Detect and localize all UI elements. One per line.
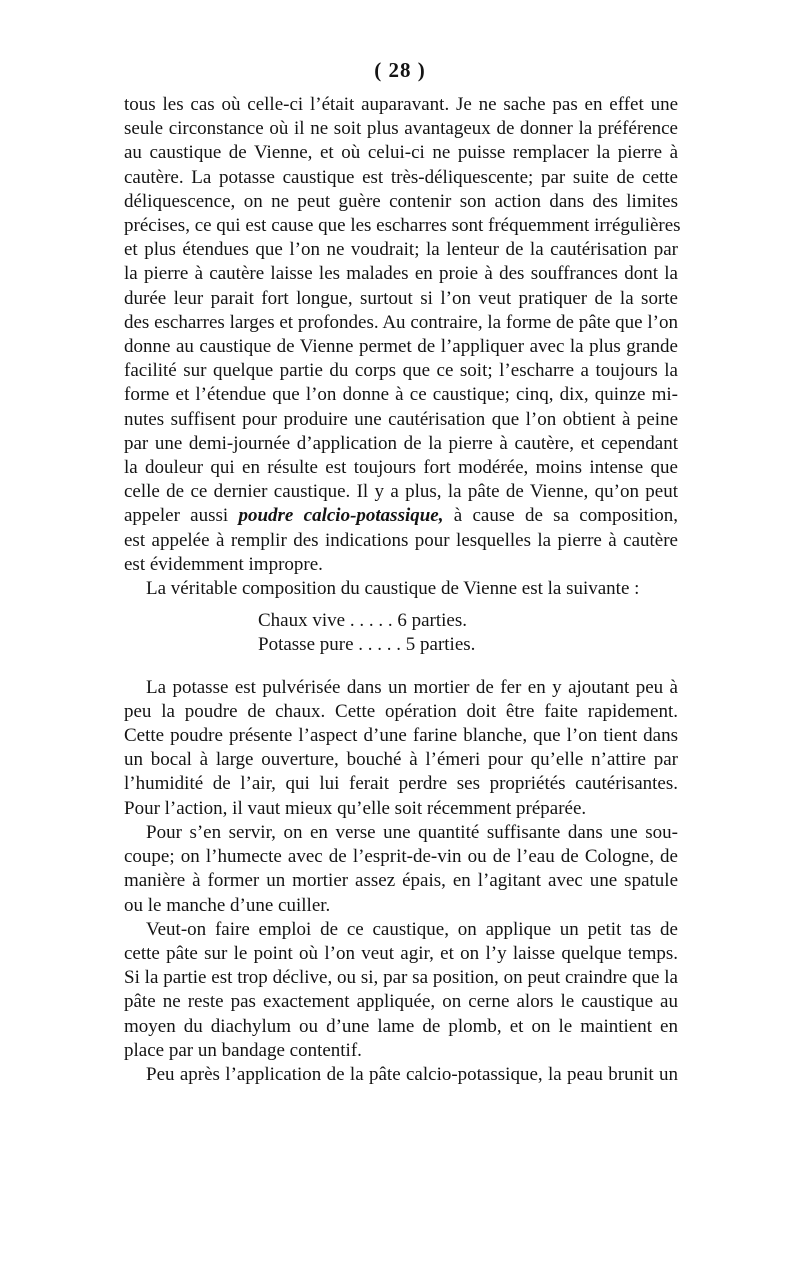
text-line: des escharres larges et profondes. Au contraire, la forme de pâte que l’on bbox=[124, 311, 678, 333]
text-line: un bocal à large ouverture, bouché à l’émeri pour qu’elle n’attire par bbox=[124, 749, 678, 771]
paragraph-end-line: Pour l’action, il vaut mieux qu’elle soit récemment préparée. bbox=[124, 797, 587, 819]
text-line: forme et l’étendue que l’on donne à ce caustique; cinq, dix, quinze mi- bbox=[124, 384, 678, 406]
text-line: seule circonstance où il ne soit plus avantageux de donner la préférence bbox=[124, 118, 678, 140]
ingredient-amount: 6 parties. bbox=[397, 610, 467, 632]
text-line: nutes suffisent pour produire une cautérisation que l’on obtient à peine bbox=[124, 408, 678, 430]
text-line: et plus étendues que l’on ne voudrait; la lenteur de la cautérisation par bbox=[124, 239, 678, 261]
text-line: Si la partie est trop déclive, ou si, par sa position, on peut craindre que la bbox=[124, 967, 678, 989]
text-line-with-emphasis bbox=[124, 504, 678, 528]
ingredient-name: Chaux vive bbox=[258, 610, 346, 632]
text-line: Pour s’en servir, on en verse une quantité suffisante dans une sou- bbox=[146, 821, 678, 843]
text-line: moyen du diachylum ou d’une lame de plomb, et on le maintient en bbox=[124, 1015, 678, 1037]
text-line: est appelée à remplir des indications pour lesquelles la pierre à cautère bbox=[124, 529, 678, 551]
body-text bbox=[124, 93, 681, 1087]
text-line: cautère. La potasse caustique est très-déliquescente; par suite de cette bbox=[124, 166, 678, 188]
leader-dots: . . . . . bbox=[358, 634, 402, 656]
text-line: manière à former un mortier assez épais, en l’agitant avec une spatule bbox=[124, 870, 678, 892]
text-line: celle de ce dernier caustique. Il y a plus, la pâte de Vienne, qu’on peut bbox=[124, 481, 678, 503]
ingredient-name: Potasse pure bbox=[258, 634, 354, 656]
text-line: pâte ne reste pas exactement appliquée, on cerne alors le caustique au bbox=[124, 991, 678, 1013]
text-line: la pierre à cautère laisse les malades en proie à des souffrances dont la bbox=[124, 263, 678, 285]
formula-row-chaux bbox=[124, 609, 678, 633]
text-line: durée leur parait fort longue, surtout si l’on veut pratiquer de la sorte bbox=[124, 287, 678, 309]
text-line: par une demi-journée d’application de la pierre à cautère, et cependant bbox=[124, 432, 678, 454]
text-line: donne au caustique de Vienne permet de l’appliquer avec la plus grande bbox=[124, 336, 678, 358]
text-line: déliquescence, on ne peut guère contenir son action dans des limites bbox=[124, 190, 678, 212]
page-number: ( 28 ) bbox=[374, 58, 426, 82]
text-line: Peu après l’application de la pâte calcio-potassique, la peau brunit un bbox=[146, 1063, 678, 1085]
text-line: la douleur qui en résulte est toujours fort modérée, moins intense que bbox=[124, 457, 678, 479]
text-fragment: à cause de sa composition, bbox=[453, 505, 678, 527]
text-line: facilité sur quelque partie du corps que ce soit; l’escharre a toujours la bbox=[124, 360, 678, 382]
paragraph-end-line: est évidemment impropre. bbox=[124, 553, 323, 575]
text-line: tous les cas où celle-ci l’était auparavant. Je ne sache pas en effet une bbox=[124, 94, 678, 115]
paragraph-end-line: place par un bandage contentif. bbox=[124, 1039, 362, 1061]
text-line: Veut-on faire emploi de ce caustique, on applique un petit tas de bbox=[146, 918, 678, 940]
text-line: La potasse est pulvérisée dans un mortier de fer en y ajoutant peu à bbox=[146, 676, 678, 698]
emphasized-term: poudre calcio-potassique, bbox=[238, 505, 444, 527]
composition-intro: La véritable composition du caustique de Vienne est la suivante : bbox=[146, 578, 640, 600]
text-line: l’humidité de l’air, qui lui ferait perdre ses propriétés cautérisantes. bbox=[124, 773, 678, 795]
text-fragment: appeler aussi bbox=[124, 505, 229, 527]
paragraph-end-line: ou le manche d’une cuiller. bbox=[124, 894, 331, 916]
text-line: précises, ce qui est cause que les escharres sont fréquemment irrégulières bbox=[124, 215, 681, 237]
ingredient-amount: 5 parties. bbox=[405, 634, 476, 656]
formula-row-potasse bbox=[124, 633, 678, 657]
text-line: au caustique de Vienne, et où celui-ci ne puisse remplacer la pierre à bbox=[124, 142, 678, 164]
text-line: cette pâte sur le point où l’on veut agir, et on l’y laisse quelque temps. bbox=[124, 942, 678, 964]
leader-dots: . . . . . bbox=[349, 610, 393, 632]
text-line: Cette poudre présente l’aspect d’une farine blanche, que l’on tient dans bbox=[124, 725, 678, 747]
text-line: coupe; on l’humecte avec de l’esprit-de-vin ou de l’eau de Cologne, de bbox=[124, 846, 678, 868]
text-line: peu la poudre de chaux. Cette opération doit être faite rapidement. bbox=[124, 700, 678, 722]
